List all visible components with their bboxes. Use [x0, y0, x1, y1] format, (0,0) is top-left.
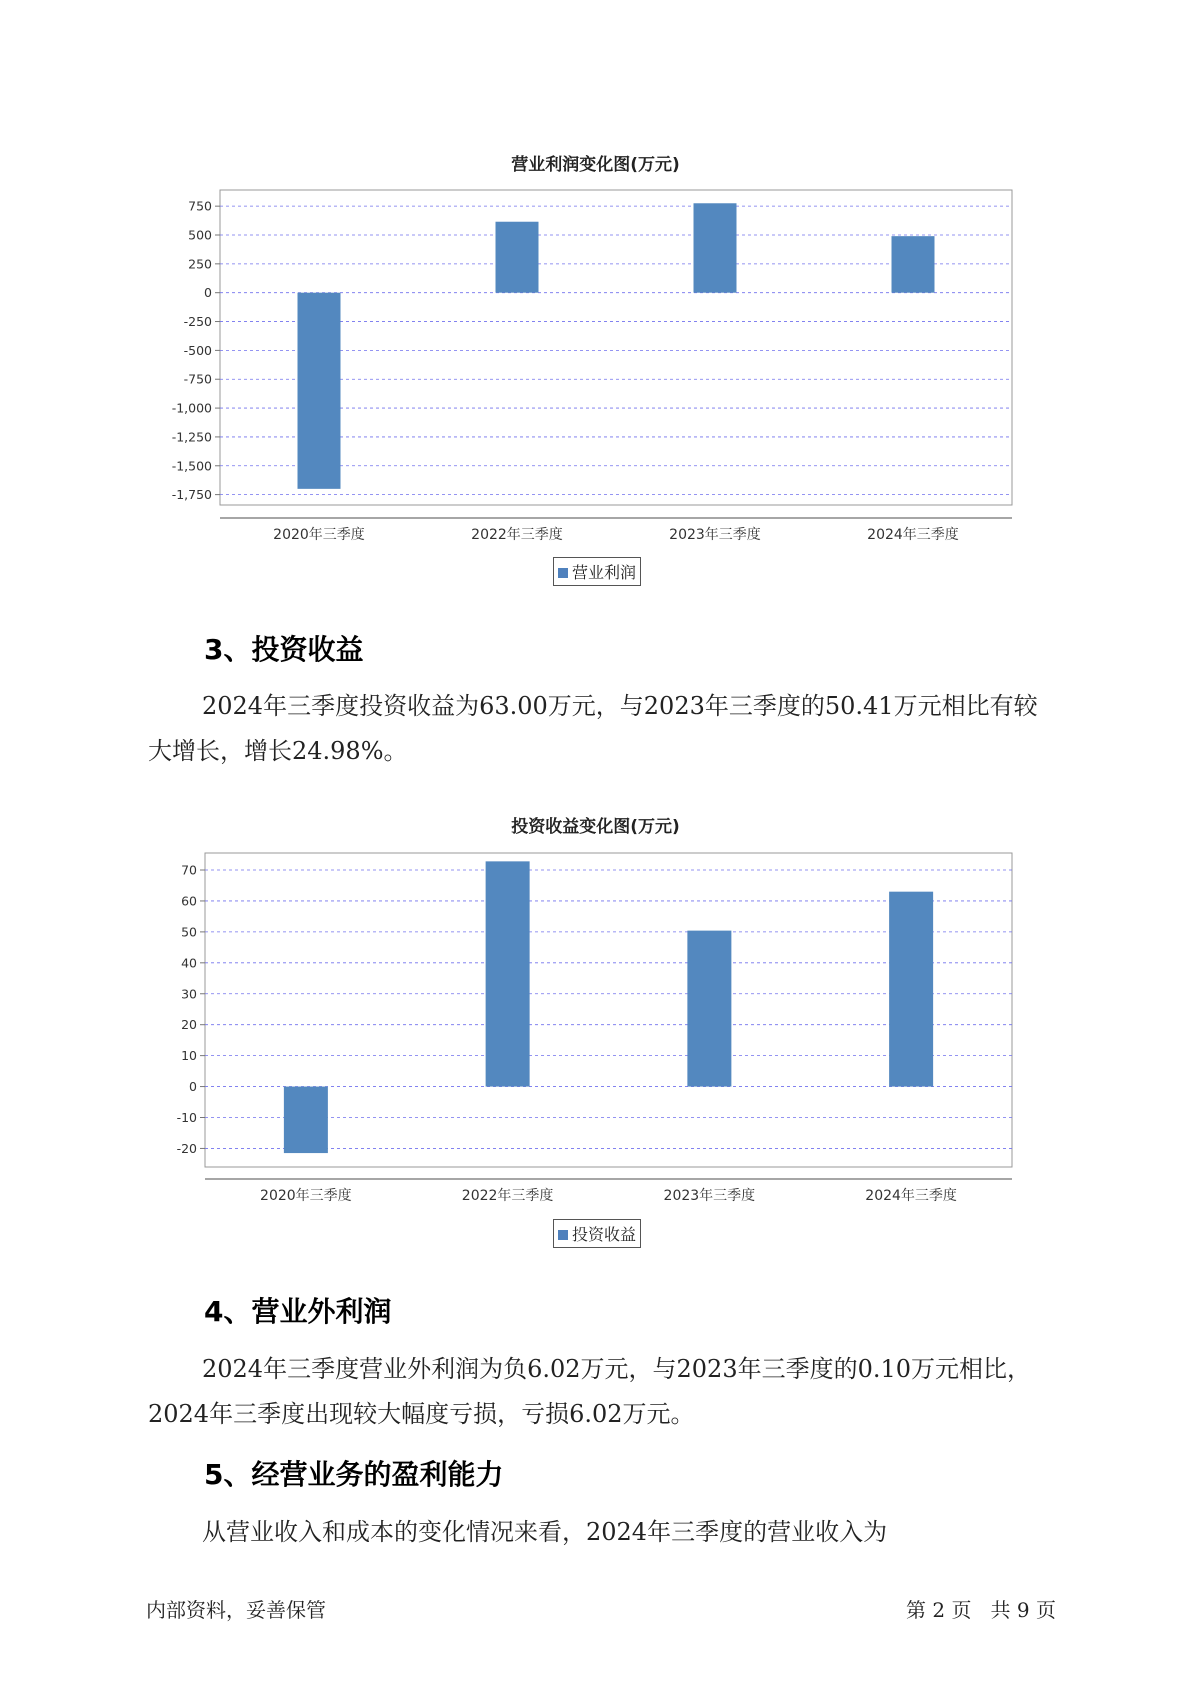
section-heading-non-operating-profit: 4、营业外利润: [204, 1295, 392, 1328]
y-tick-label: 750: [188, 198, 212, 214]
paragraph-text: 从营业收入和成本的变化情况来看，2024年三季度的营业收入为: [202, 1518, 888, 1546]
paragraph-non-operating-profit: [148, 1347, 1048, 1437]
y-tick-label: 30: [181, 986, 197, 1002]
section-heading-investment-income: 3、投资收益: [204, 633, 364, 666]
y-tick-label: 10: [181, 1048, 197, 1064]
y-tick-label: -750: [183, 371, 212, 387]
y-tick-label: 0: [189, 1079, 197, 1095]
chart1-title: 营业利润变化图(万元): [511, 155, 680, 175]
chart2-legend-label: 投资收益: [572, 1225, 637, 1244]
chart1-legend-label: 营业利润: [572, 563, 637, 582]
x-tick-label: 2023年三季度: [663, 1188, 756, 1204]
bar: [486, 861, 530, 1086]
paragraph-text: 2024年三季度营业外利润为负6.02万元，与2023年三季度的0.10万元相比，2024年三季度出现较大幅度亏损，亏损6.02万元。: [148, 1355, 1032, 1428]
x-tick-label: 2023年三季度: [669, 527, 761, 543]
x-tick-label: 2022年三季度: [461, 1188, 554, 1204]
bar: [687, 931, 731, 1087]
bar: [889, 892, 933, 1087]
chart2-title: 投资收益变化图(万元): [511, 817, 680, 837]
y-tick-label: 70: [181, 862, 197, 878]
y-tick-label: 50: [181, 924, 197, 940]
footer-left: 内部资料，妥善保管: [146, 1598, 326, 1622]
x-tick-label: 2024年三季度: [867, 527, 959, 543]
y-tick-label: -1,000: [171, 400, 212, 416]
y-tick-label: -500: [183, 342, 212, 358]
y-tick-label: -1,750: [171, 487, 212, 503]
section-heading-profitability: 5、经营业务的盈利能力: [204, 1458, 504, 1491]
chart2-legend: [553, 1219, 641, 1248]
y-tick-label: -250: [183, 314, 212, 330]
paragraph-profitability: [148, 1510, 1048, 1555]
y-tick-label: 500: [188, 227, 212, 243]
y-tick-label: -10: [176, 1110, 197, 1126]
legend-swatch: [558, 1230, 568, 1240]
x-tick-label: 2020年三季度: [260, 1188, 352, 1204]
y-tick-label: 0: [204, 285, 212, 301]
y-tick-label: -1,250: [171, 429, 212, 445]
y-tick-label: -1,500: [171, 458, 212, 474]
footer-page-number: 第 2 页 共 9 页: [906, 1598, 1056, 1622]
y-tick-label: -20: [176, 1140, 197, 1156]
y-tick-label: 250: [188, 256, 212, 272]
bar: [284, 1087, 328, 1154]
x-tick-label: 2020年三季度: [273, 527, 365, 543]
y-tick-label: 20: [181, 1017, 197, 1033]
y-tick-label: 60: [181, 893, 197, 909]
y-tick-label: 40: [181, 955, 197, 971]
paragraph-text: 2024年三季度投资收益为63.00万元，与2023年三季度的50.41万元相比有较大增长，增长24.98%。: [148, 692, 1038, 765]
x-tick-label: 2024年三季度: [865, 1188, 957, 1204]
x-tick-label: 2022年三季度: [471, 527, 563, 543]
